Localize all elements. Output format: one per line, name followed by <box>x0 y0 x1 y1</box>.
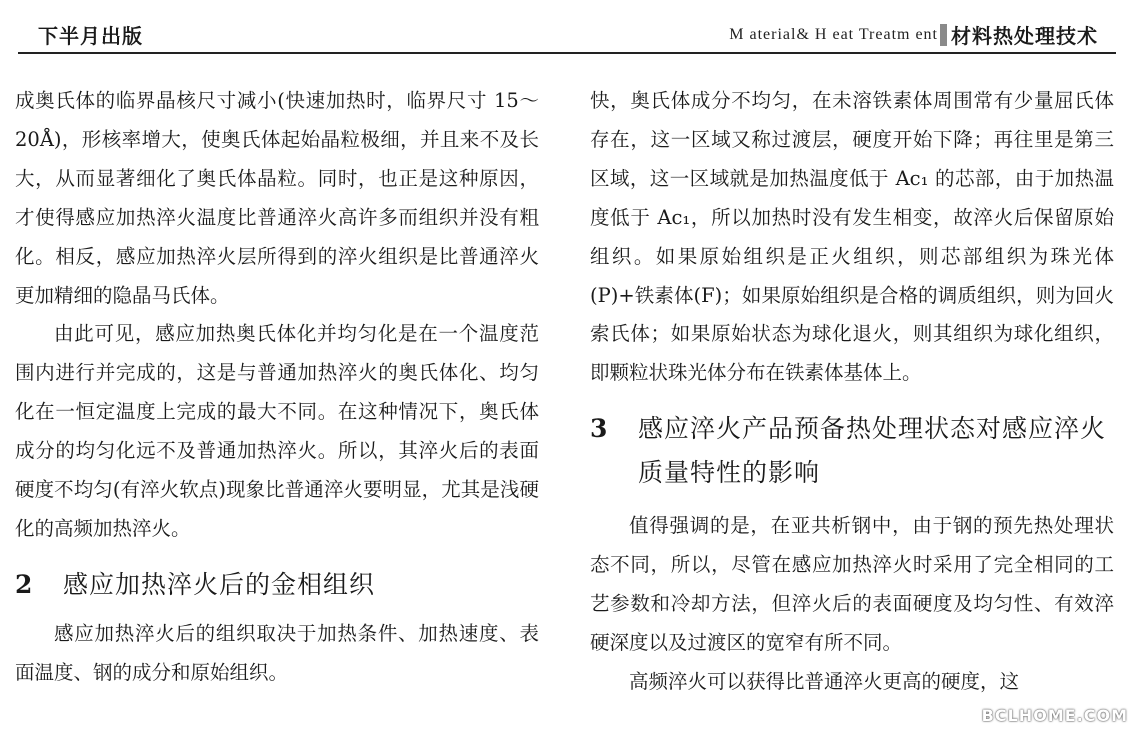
section-3-number: 3 <box>590 414 608 444</box>
journal-title-en: M aterial& H eat Treatm ent <box>729 25 938 43</box>
right-paragraph-3: 高频淬火可以获得比普通淬火更高的硬度，这 <box>629 669 1020 693</box>
left-paragraph-1: 成奥氏体的临界晶核尺寸减小(快速加热时，临界尺寸 15～20Å)，形核率增大，使奥氏体起始晶粒极细，并且来不及长大，从而显著细化了奥氏体晶粒。同时，也正是这种原因，才使得感应加热淬火温度比普通淬火高许多而组织并没有粗化。相反，感应加热淬火层所得到的淬火组织是比普通淬火更加精细的隐晶马氏体。 <box>15 89 539 307</box>
right-paragraph-1: 快，奥氏体成分不均匀，在未溶铁素体周围常有少量屈氏体存在，这一区域又称过渡层，硬度开始下降；再往里是第三区域，这一区域就是加热温度低于 Ac₁ 的芯部，由于加热温度低于 Ac₁，所以加热时没有发生相变，故淬火后保留原始组织。如果原始组织是正火组织，则芯部组织为珠光体(P)+铁素体(F)；如果原始组织是合格的调质组织，则为回火索氏体；如果原始状态为球化退火，则其组织为球化组织，即颗粒状珠光体分布在铁素体基体上。 <box>590 89 1114 385</box>
header-rule <box>18 52 1116 54</box>
header-divider-bar <box>940 24 947 46</box>
page-header <box>18 10 1116 50</box>
section-3-title: 感应淬火产品预备热处理状态对感应淬火质量特性的影响 <box>638 414 1107 488</box>
issue-label: 下半月出版 <box>38 24 143 48</box>
journal-title-cn: 材料热处理技术 <box>951 24 1098 48</box>
section-2-number: 2 <box>15 569 33 599</box>
journal-title <box>729 20 1098 49</box>
left-paragraph-2: 由此可见，感应加热奥氏体化并均匀化是在一个温度范围内进行并完成的，这是与普通加热淬火的奥氏体化、均匀化在一恒定温度上完成的最大不同。在这种情况下，奥氏体成分的均匀化远不及普通加热淬火。所以，其淬火后的表面硬度不均匀(有淬火软点)现象比普通淬火要明显，尤其是浅硬化的高频加热淬火。 <box>15 322 539 540</box>
right-paragraph-2: 值得强调的是，在亚共析钢中，由于钢的预先热处理状态不同，所以，尽管在感应加热淬火时采用了完全相同的工艺参数和冷却方法，但淬火后的表面硬度及均匀性、有效淬硬深度以及过渡区的宽窄有所不同。 <box>590 514 1114 654</box>
left-column <box>15 82 539 693</box>
left-paragraph-3: 感应加热淬火后的组织取决于加热条件、加热速度、表面温度、钢的成分和原始组织。 <box>15 621 539 684</box>
section-2-title: 感应加热淬火后的金相组织 <box>63 569 376 599</box>
section-3-heading <box>590 407 1114 495</box>
site-watermark: BCLHOME.COM <box>981 706 1128 725</box>
right-column <box>590 82 1114 702</box>
section-2-heading <box>15 565 539 605</box>
